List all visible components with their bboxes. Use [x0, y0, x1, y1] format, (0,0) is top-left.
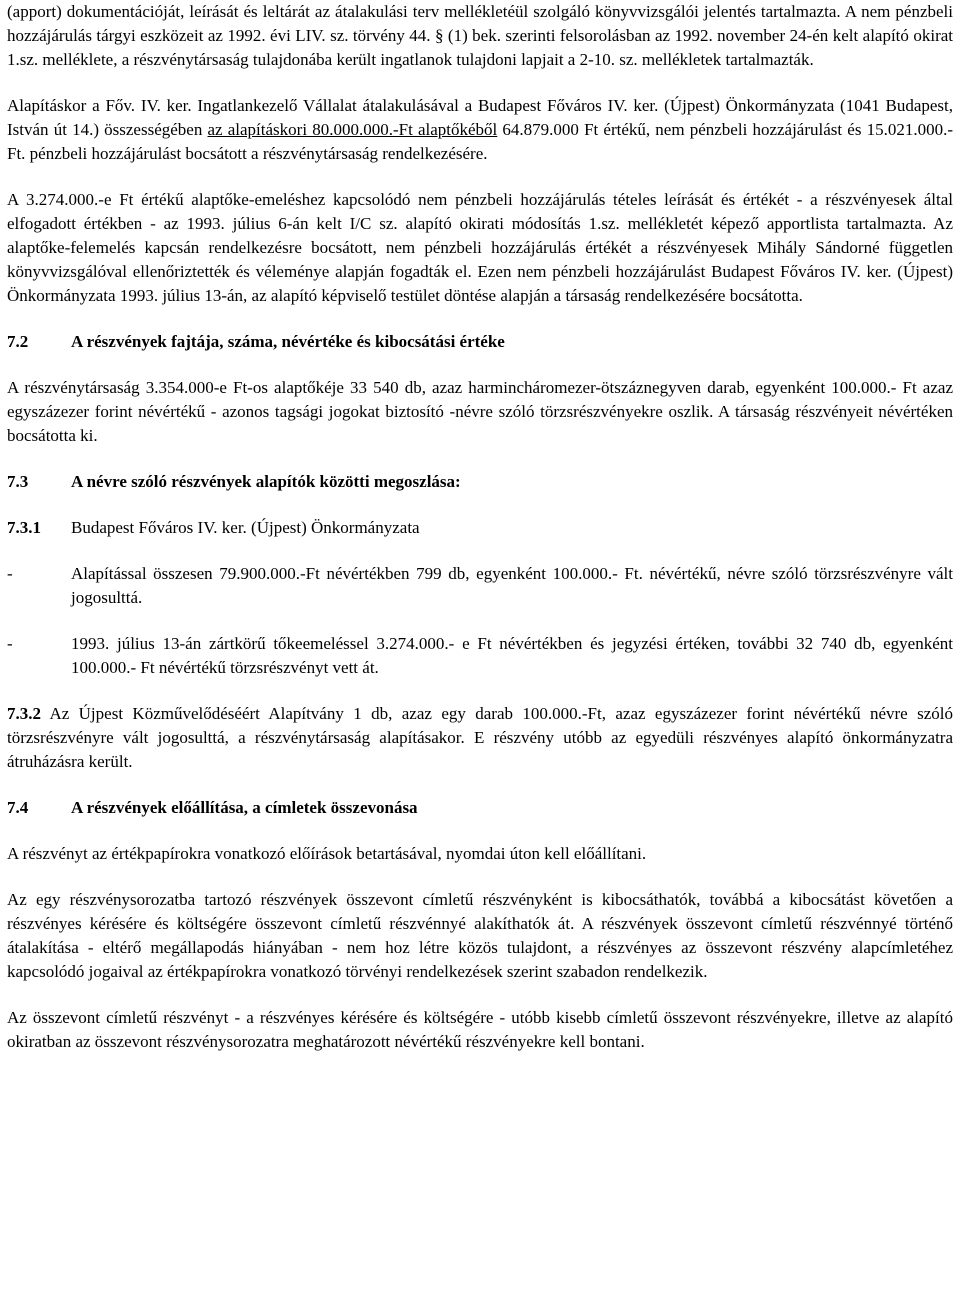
- subsection-number: 7.3.1: [7, 518, 41, 537]
- paragraph-printing: A részvényt az értékpapírokra vonatkozó előírások betartásával, nyomdai úton kell előállítani.: [7, 844, 647, 863]
- paragraph-consolidated-shares: Az egy részvénysorozatba tartozó részvények összevont címletű részvényként is kibocsáthatók, továbbá a kibocsátást követően a részvényes kérésére és költségére összevont címletű részvénnyé alakíthatók át. A részvények összevont címletű részvénnyé történő átalakítása - eltérő megállapodás hiányában - nem hoz létre közös tulajdont, a részvényes az összevont részvény alapcímletéhez kapcsolódó jogaival az értékpapírokra vonatkozó törvényi rendelkezések szerint szabadon rendelkezik.: [7, 890, 953, 981]
- section-heading-7-2: [7, 330, 953, 354]
- list-dash: -: [7, 564, 13, 583]
- list-item-text: Alapítással összesen 79.900.000.-Ft névértékben 799 db, egyenként 100.000.- Ft. névértékű, névre szóló törzsrészvényre vált jogosulttá.: [71, 564, 953, 607]
- founding-text-b: 64.879.000 Ft értékű, nem pénzbeli hozzájárulást és 15.021.000.-Ft. pénzbeli hozzájárulást bocsátott a részvénytársaság rendelkezésére.: [7, 120, 954, 163]
- list-item: [7, 562, 953, 610]
- paragraph-founding: [7, 94, 953, 166]
- paragraph-share-capital: A részvénytársaság 3.354.000-e Ft-os alaptőkéje 33 540 db, azaz harmincháromezer-ötszáznegyven darab, egyenként 100.000.- Ft azaz egyszázezer forint névértékű - azonos tagsági jogokat biztosító -névre szóló törzsrészvényekre oszlik. A társaság részvényeit névértéken bocsátotta ki.: [7, 378, 953, 445]
- section-number: 7.4: [7, 798, 29, 817]
- paragraph-7-3-2-text: Az Újpest Közművelődéséért Alapítvány 1 db, azaz egy darab 100.000.-Ft, azaz egyszázezer forint névértékű névre szóló törzsrészvényre vált jogosulttá, a részvénytársaság alapításakor. E részvény utóbb az egyedüli részvényes alapító önkormányzatra átruházásra került.: [7, 704, 953, 771]
- section-number: 7.2: [7, 332, 29, 351]
- section-title: A részvények fajtája, száma, névértéke és kibocsátási értéke: [71, 332, 505, 351]
- list-item-text: 1993. július 13-án zártkörű tőkeemeléssel 3.274.000.- e Ft névértékben és jegyzési értéken, további 32 740 db, egyenként 100.000.- Ft névértékű törzsrészvényt vett át.: [71, 634, 953, 677]
- paragraph-split-shares: Az összevont címletű részvényt - a részvényes kérésére és költségére - utóbb kisebb címletű összevont részvényekre, illetve az alapító okiratban az összevont részvénysorozatra meghatározott névértékű részvényekre kell bontani.: [7, 1008, 953, 1051]
- paragraph-apport: (apport) dokumentációját, leírását és leltárát az átalakulási terv mellékletéül szolgáló könyvvizsgálói jelentés tartalmazta. A nem pénzbeli hozzájárulás tárgyi eszközeit az 1992. évi LIV. sz. törvény 44. § (1) bek. szerinti felsorolásban az 1992. november 24-én kelt alapító okirat 1.sz. melléklete, a részvénytársaság tulajdonába került ingatlanok tulajdoni lapjait a 2-10. sz. mellékletek tartalmazták.: [7, 2, 953, 69]
- section-heading-7-4: [7, 796, 953, 820]
- section-title: A névre szóló részvények alapítók közötti megoszlása:: [71, 472, 461, 491]
- subsection-7-3-1: [7, 516, 953, 540]
- subsection-title: Budapest Főváros IV. ker. (Újpest) Önkormányzata: [71, 518, 420, 537]
- founding-underlined: az alapításkori 80.000.000.-Ft alaptőkéből: [207, 120, 498, 139]
- subsection-number: 7.3.2: [7, 704, 41, 723]
- list-item: [7, 632, 953, 680]
- paragraph-capital-increase: A 3.274.000.-e Ft értékű alaptőke-emeléshez kapcsolódó nem pénzbeli hozzájárulás tételes leírását és értékét - a részvényesek által elfogadott értékben - az 1993. július 6-án kelt I/C sz. alapító okirati módosítás 1.sz. mellékletét képező apportlista tartalmazta. Az alaptőke-felemelés kapcsán rendelkezésre bocsátott, nem pénzbeli hozzájárulás értékét a részvényesek Mihály Sándorné független könyvvizsgálóval ellenőriztették és véleménye alapján fogadták el. Ezen nem pénzbeli hozzájárulást Budapest Főváros IV. ker. (Újpest) Önkormányzata 1993. július 13-án, az alapító képviselő testület döntése alapján a társaság rendelkezésére bocsátotta.: [7, 190, 953, 305]
- list-dash: -: [7, 634, 13, 653]
- section-title: A részvények előállítása, a címletek összevonása: [71, 798, 418, 817]
- founding-text-a: Alapításkor a Főv. IV. ker. Ingatlankezelő Vállalat átalakulásával a Budapest Főváros IV. ker. (Újpest) Önkormányzata (1041 Budapest, István út 14.) összességében: [7, 96, 953, 139]
- section-heading-7-3: [7, 470, 953, 494]
- section-number: 7.3: [7, 472, 29, 491]
- paragraph-7-3-2: [7, 702, 953, 774]
